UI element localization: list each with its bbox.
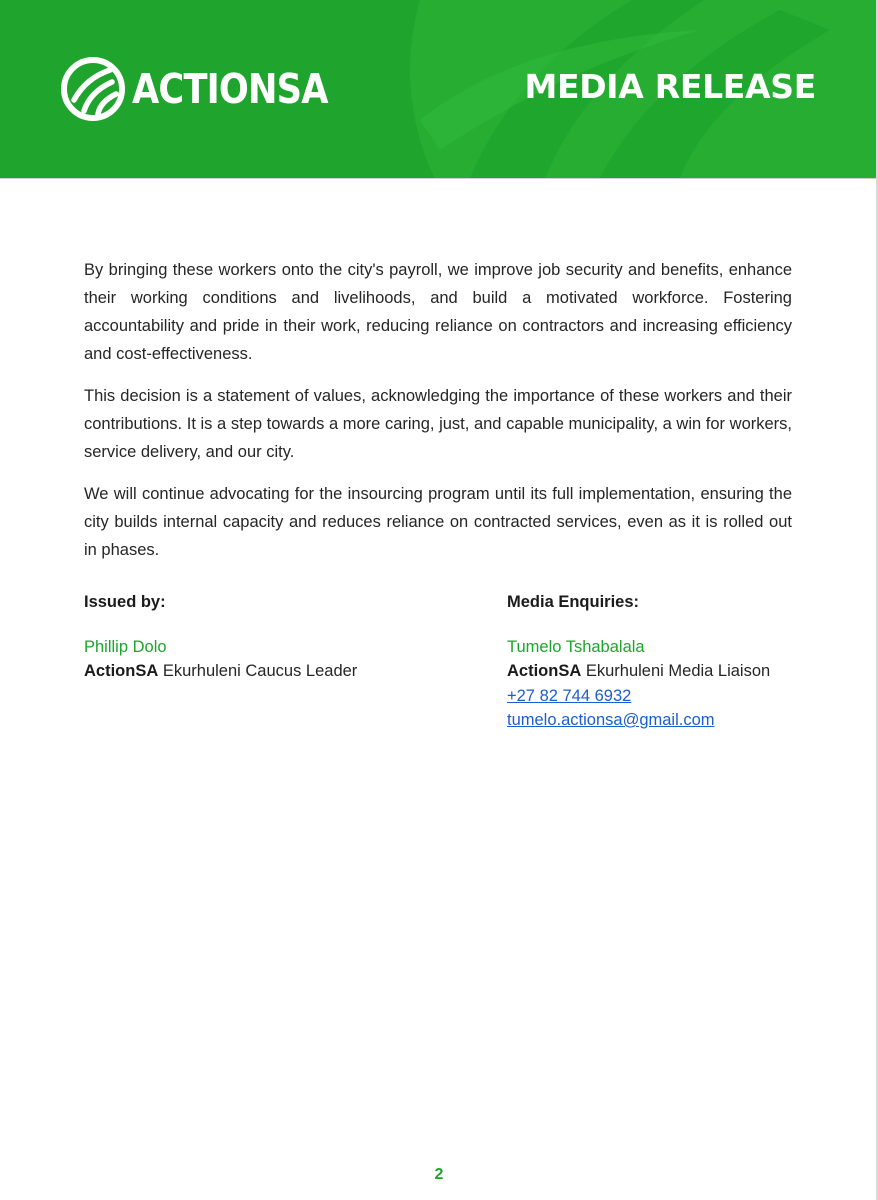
header-banner	[0, 0, 878, 179]
media-enquiries-block	[507, 590, 847, 733]
actionsa-logo-icon	[60, 56, 126, 122]
issuer-role: Ekurhuleni Caucus Leader	[162, 662, 358, 680]
phone-link[interactable]: +27 82 744 6932	[507, 686, 632, 705]
liaison-name: Tumelo Tshabalala	[507, 637, 645, 656]
page-number: 2	[434, 1166, 444, 1183]
paragraph: By bringing these workers onto the city's payroll, we improve job security and benefits, enhance their working conditions and livelihoods, and build a motivated workforce. Fostering accountability and pride in their work, reducing reliance on contractors and increasing efficiency and cost-effectiveness.	[84, 261, 792, 363]
liaison-org: ActionSA	[507, 662, 582, 680]
media-release-title: MEDIA RELEASE	[524, 67, 816, 106]
issued-by-heading: Issued by:	[84, 593, 166, 611]
issued-by-block	[84, 590, 424, 684]
issuer-name: Phillip Dolo	[84, 637, 167, 656]
issuer-org: ActionSA	[84, 662, 159, 680]
contact-section	[0, 590, 878, 740]
brand-name: ACTIONSA	[132, 64, 328, 113]
paragraph: We will continue advocating for the insourcing program until its full implementation, ensuring the city builds internal capacity and reduces reliance on contracted services, even as it is rolled out in phases.	[84, 485, 792, 559]
actionsa-logo	[60, 54, 359, 124]
email-link[interactable]: tumelo.actionsa@gmail.com	[507, 711, 715, 729]
media-enquiries-heading: Media Enquiries:	[507, 593, 640, 611]
release-body	[84, 256, 792, 578]
paragraph: This decision is a statement of values, acknowledging the importance of these workers and their contributions. It is a step towards a more caring, just, and capable municipality, a win for workers, service delivery, and our city.	[84, 387, 792, 461]
liaison-title	[507, 659, 847, 684]
liaison-role: Ekurhuleni Media Liaison	[585, 662, 771, 680]
issuer-title	[84, 659, 424, 684]
